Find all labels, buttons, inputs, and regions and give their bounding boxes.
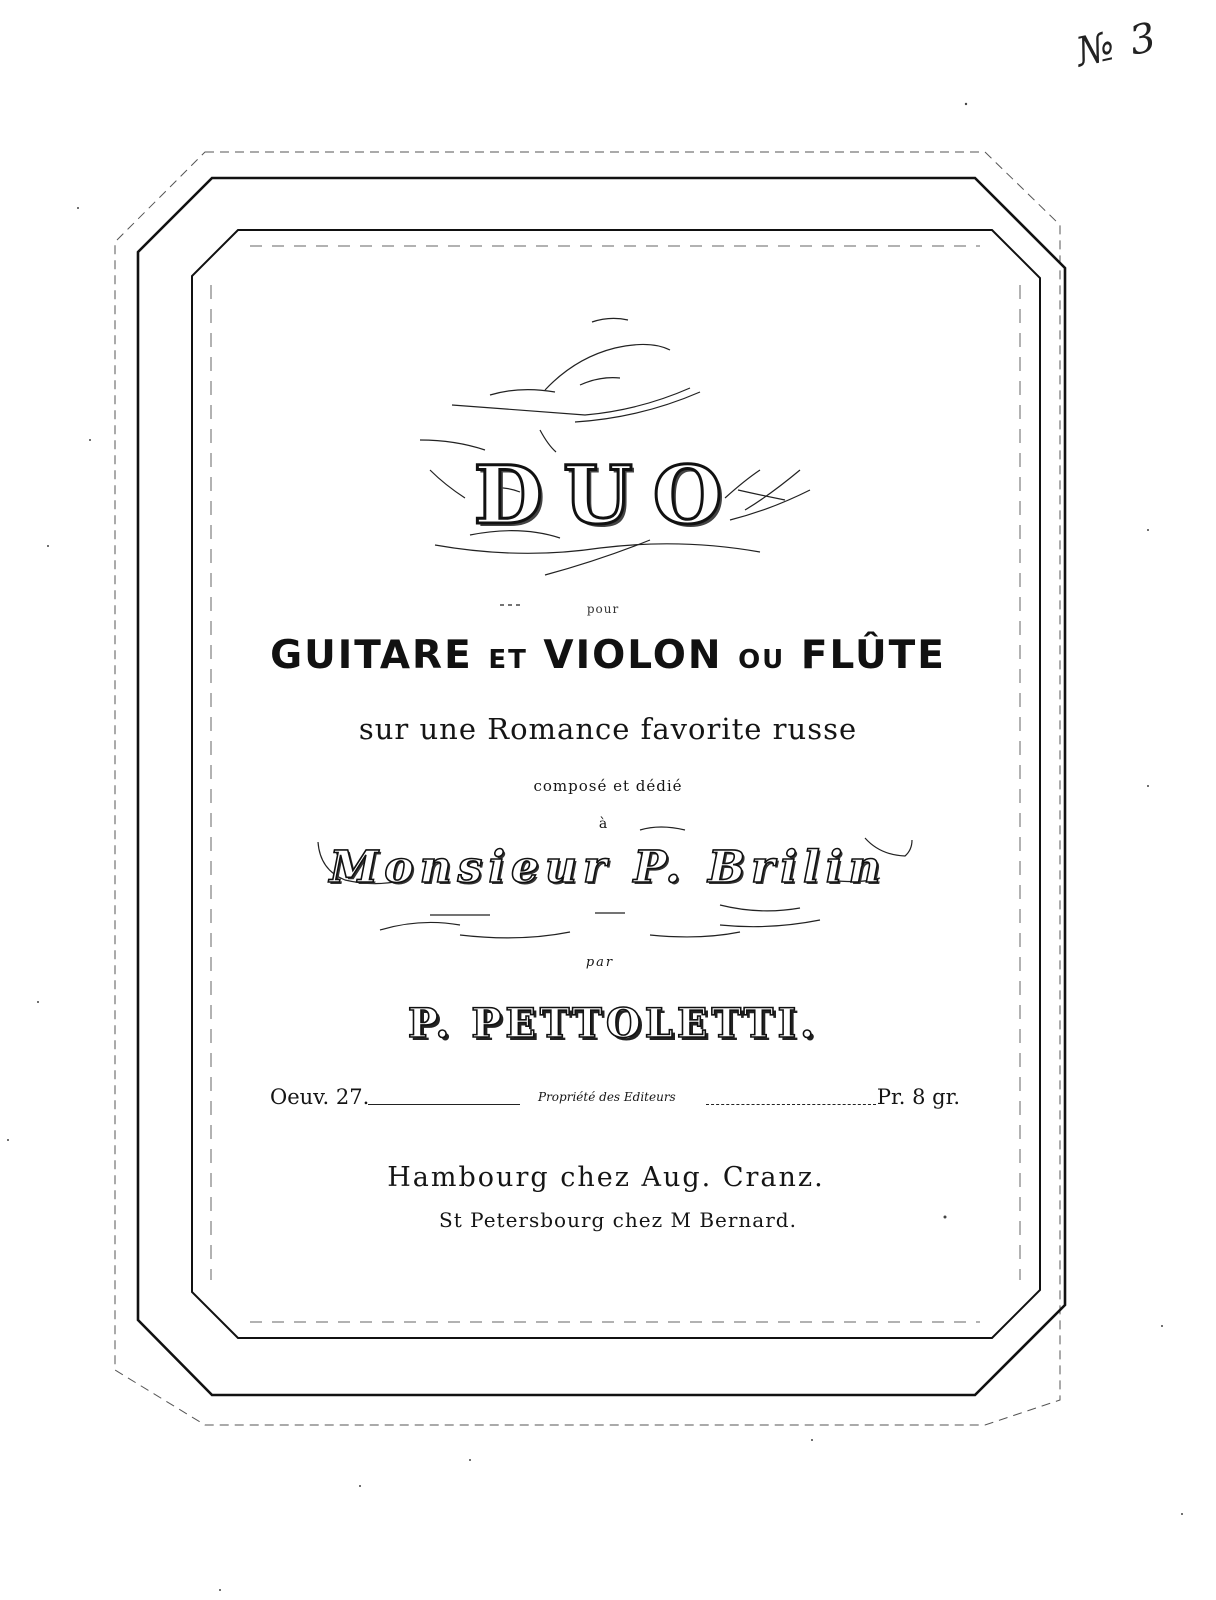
a-text: à xyxy=(598,816,608,832)
opus-number: Oeuv. 27. xyxy=(270,1085,370,1109)
instrument-flute: FLÛTE xyxy=(800,633,946,678)
conjunction-ou: OU xyxy=(738,645,786,675)
dedicatee-name: Monsieur P. Brilin xyxy=(329,842,887,893)
title: DUO xyxy=(473,448,743,542)
price: Pr. 8 gr. xyxy=(876,1085,960,1109)
pour-text: pour xyxy=(586,602,620,616)
publisher-hambourg: Hambourg chez Aug. Cranz. xyxy=(387,1162,825,1193)
instruments-line xyxy=(0,633,1216,678)
instrument-guitare: GUITARE xyxy=(270,633,473,678)
romance-subtitle: sur une Romance favorite russe xyxy=(358,712,858,746)
opus-dash-left xyxy=(368,1104,520,1105)
opus-price-line xyxy=(270,1085,960,1113)
corner-handwritten-mark: № 3 xyxy=(1072,13,1162,77)
propriete-text: Propriété des Editeurs xyxy=(538,1090,676,1104)
opus-dash-right xyxy=(706,1104,876,1105)
publisher-st-petersbourg: St Petersbourg chez M Bernard. xyxy=(439,1208,797,1232)
composer-name: P. PETTOLETTI. xyxy=(407,1000,819,1047)
par-text: par xyxy=(585,955,615,970)
compose-dedie-text: composé et dédié xyxy=(533,777,683,795)
instrument-violon: VIOLON xyxy=(543,633,723,678)
conjunction-et: ET xyxy=(488,645,528,675)
